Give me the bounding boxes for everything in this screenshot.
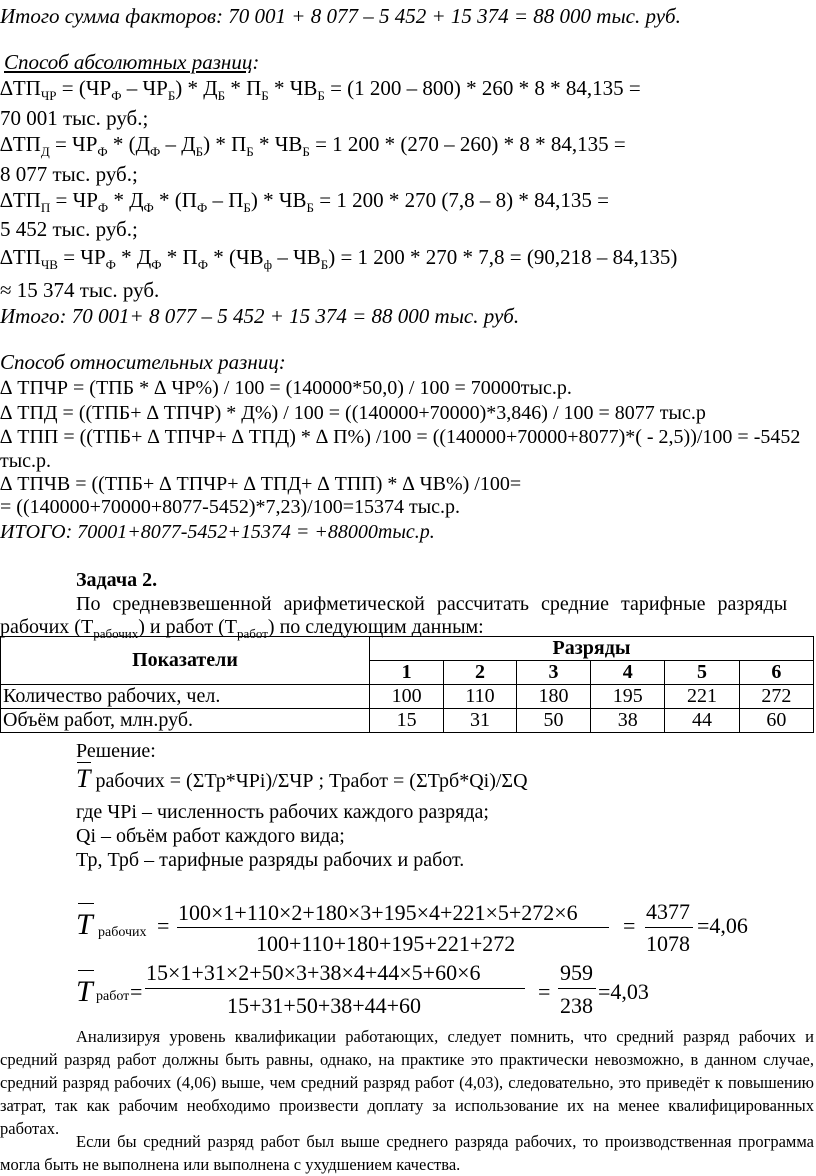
f1-bar [177, 927, 609, 928]
f1-eq2: = [623, 913, 636, 938]
relative-method-title: Способ относительных разниц: [0, 350, 286, 374]
f2-num: 15×1+31×2+50×3+38×4+44×5+60×6 [146, 960, 481, 985]
table-cell: 15 [370, 709, 444, 733]
f1-num2: 4377 [646, 899, 690, 924]
t-bar [78, 903, 94, 904]
table-cell: 100 [370, 685, 444, 709]
table-cell: 195 [591, 685, 665, 709]
abs-formula-chr: $\Delta ТП_{ЧР} = (ЧР_Ф - ЧР_Б) * Д_Б * П_Б * ЧВ_Б = (1$ 200 – 800) * 260 * 8 * 84,135 = [0, 76, 641, 103]
grade-cell: 3 [516, 661, 590, 685]
task-text-line2: рабочих $(Т_{рабочих})$ и работ $(Т_{работ})$ по следующим данным: [0, 616, 484, 641]
f2-result: =4,03 [598, 979, 649, 1004]
f2-num2: 959 [560, 960, 593, 985]
table-cell: 50 [516, 709, 590, 733]
task-text-line1: По средневзвешенной арифметической рассчитать средние тарифные разряды [76, 593, 788, 615]
table-row [1, 709, 814, 733]
f2-den: 15+31+50+38+44+60 [227, 993, 422, 1018]
f2-eq: = [130, 979, 143, 1004]
sum-of-factors-line: Итого сумма факторов: 70 001 + 8 077 – 5 452 + 15 374 = 88 000 тыс. руб. [0, 4, 681, 28]
f1-eq: = [157, 913, 170, 938]
f1-den: 100+110+180+195+221+272 [256, 931, 516, 956]
table-cell: 272 [739, 685, 813, 709]
table-cell: 60 [739, 709, 813, 733]
abs-result-chv: ≈ 15 374 тыс. руб. [0, 278, 160, 302]
rel-formula-d: ∆ ТПД = ((ТПБ+ ∆ ТПЧР) * Д%) / 100 = ((140000+70000)*3,846) / 100 = 8077 тыс.р [0, 402, 706, 424]
f2-eq2: = [538, 979, 551, 1004]
table-cell: 31 [444, 709, 517, 733]
f2-t: T [76, 975, 93, 1008]
table-cell: 110 [444, 685, 517, 709]
abs-result-chr: 70 001 тыс. руб.; [0, 106, 149, 130]
f2-bar [145, 988, 525, 989]
analysis-paragraph: Анализируя уровень квалификации работающих, следует помнить, что средний разряд рабочих и средний разряд работ должны быть равны, однако, на практике это практически невозможно, в данном случае, средний разряд рабочих (4,06) выше, чем средний разряд работ (4,03), следовательно, это приведёт к повышению затрат, так как рабочим необходимо произвести доплату за использование их на менее квалифицированных работах. [0, 1027, 814, 1138]
abs-result-p: 5 452 тыс. руб.; [0, 217, 138, 241]
task-title: Задача 2. [76, 569, 158, 591]
abs-formula-d: $\Delta ТП_Д = ЧР_Ф * (Д_Ф - Д_Б) * П_Б * ЧВ_Б = 1$ 200 * (270 – 260) * 8 * 84,135 = [0, 132, 626, 159]
grade-cell: 1 [370, 661, 444, 685]
rel-formula-chr: ∆ ТПЧР = (ТПБ * ∆ ЧР%) / 100 = (140000*50,0) / 100 = 70000тыс.р. [0, 377, 572, 399]
solution-title: Решение: [76, 740, 156, 762]
rel-formula-chv-result: = ((140000+70000+8077-5452)*7,23)/100=15374 тыс.р. [0, 496, 461, 518]
where-line1: где ЧРi – численность рабочих каждого разряда; [76, 801, 489, 823]
grade-cell: 4 [591, 661, 665, 685]
table-cell: 221 [665, 685, 739, 709]
f2-sub: работ [96, 989, 130, 1004]
absolute-method-title: Способ абсолютных разниц: [4, 50, 260, 74]
rel-formula-chv: ∆ ТПЧВ = ((ТПБ+ ∆ ТПЧР+ ∆ ТПД+ ∆ ТПП) * ∆ ЧВ%) /100= [0, 473, 522, 495]
table-cell: 180 [516, 685, 590, 709]
f1-t: T [76, 908, 93, 941]
f1-num: 100×1+110×2+180×3+195×4+221×5+272×6 [178, 900, 578, 925]
abs-formula-p: $\Delta ТП_П = ЧР_Ф * Д_Ф * (П_Ф - П_Б) * ЧВ_Б = 1$ 200 * 270 (7,8 – 8) * 84,135 = [0, 188, 609, 215]
grade-cell: 2 [444, 661, 517, 685]
conclusion-paragraph: Если бы средний разряд работ был выше среднего разряда рабочих, то производственная программа могла быть не выполнена или выполнена с ухудшением качества. [0, 1132, 814, 1174]
table-cell: 38 [591, 709, 665, 733]
f2-den2: 238 [560, 993, 593, 1018]
f1-den2: 1078 [646, 931, 690, 956]
table-cell: 44 [665, 709, 739, 733]
grade-cell: 5 [665, 661, 739, 685]
rel-formula-p: ∆ ТПП = ((ТПБ+ ∆ ТПЧР+ ∆ ТПД) * ∆ П%) /100 = ((140000+70000+8077)*( - 2,5))/100 = -5452 [0, 426, 801, 448]
f1-result: =4,06 [697, 913, 748, 938]
row-label: Количество рабочих, чел. [1, 685, 370, 709]
table-row [1, 685, 814, 709]
header-indicators: Показатели [1, 637, 370, 685]
f1-bar2 [645, 927, 693, 928]
data-table [0, 636, 814, 733]
abs-result-d: 8 077 тыс. руб.; [0, 162, 138, 186]
header-grades: Разряды [370, 637, 814, 661]
f1-sub: рабочих [98, 925, 147, 940]
t-bar [78, 970, 94, 971]
abs-formula-chv: $\Delta ТП_{ЧВ} = ЧР_Ф * Д_Ф * П_Ф * (ЧВ_ф - ЧВ_Б) = 1$ 200 * 270 * 7,8 = (90,218 – 84,135) [0, 245, 678, 272]
abs-total: Итого: 70 001+ 8 077 – 5 452 + 15 374 = 88 000 тыс. руб. [0, 304, 520, 328]
where-line3: Тр, Трб – тарифные разряды рабочих и работ. [76, 849, 465, 871]
rel-total: ИТОГО: 70001+8077-5452+15374 = +88000тыс.р. [0, 521, 435, 543]
row-label: Объём работ, млн.руб. [1, 709, 370, 733]
f2-bar2 [558, 988, 596, 989]
grade-cell: 6 [739, 661, 813, 685]
where-line2: Qi – объём работ каждого вида; [76, 825, 345, 847]
general-formula: T рабочих = (ΣТр*ЧРi)/ΣЧР ; Тработ = (ΣТрб*Qi)/ΣQ [76, 764, 528, 793]
rel-formula-p-unit: тыс.р. [0, 450, 52, 472]
